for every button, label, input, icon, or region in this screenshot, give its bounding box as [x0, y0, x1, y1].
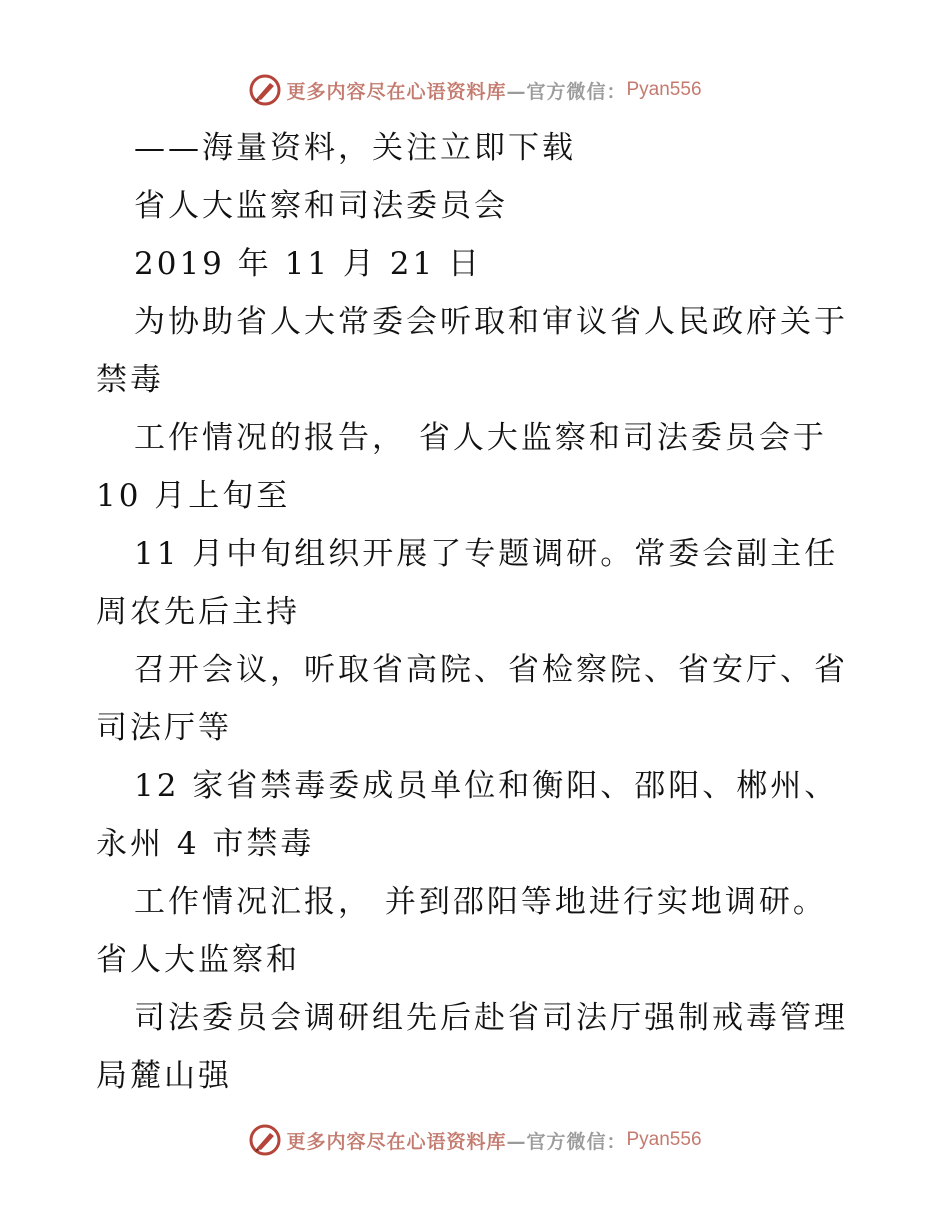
body-line: 11 月中旬组织开展了专题调研。常委会副主任 [134, 536, 839, 572]
body-line: 禁毒 [96, 362, 164, 398]
body-line: 司法厅等 [96, 710, 232, 746]
body-line: 省人大监察和司法委员会 [134, 188, 508, 224]
pen-nib-logo-icon [248, 73, 282, 107]
body-line: ——海量资料，关注立即下载 [134, 130, 576, 166]
body-line: 召开会议，听取省高院、省检察院、省安厅、省 [134, 652, 848, 688]
banner-text: 更多内容尽在心语资料库 [286, 1130, 507, 1153]
body-line: 12 家省禁毒委成员单位和衡阳、邵阳、郴州、 [134, 768, 839, 804]
banner-separator: —官方微信： [506, 1130, 627, 1153]
body-line-date: 2019 年 11 月 21 日 [134, 246, 483, 282]
body-line: 司法委员会调研组先后赴省司法厅强制戒毒管理 [134, 1000, 848, 1036]
body-line: 永州 4 市禁毒 [96, 826, 315, 862]
body-line: 为协助省人大常委会听取和审议省人民政府关于 [134, 304, 848, 340]
header-watermark-banner [0, 70, 950, 110]
body-line: 工作情况的报告， 省人大监察和司法委员会于 [134, 420, 827, 456]
pen-nib-logo-icon [248, 1123, 282, 1157]
banner-text: 更多内容尽在心语资料库 [286, 80, 507, 103]
body-line: 局麓山强 [96, 1058, 232, 1094]
body-line: 10 月上旬至 [96, 478, 291, 514]
body-line: 周农先后主持 [96, 594, 300, 630]
body-line: 省人大监察和 [96, 942, 300, 978]
banner-wechat-id: Pyan556 [626, 1129, 702, 1150]
body-line: 工作情况汇报， 并到邵阳等地进行实地调研。 [134, 884, 827, 920]
banner-wechat-id: Pyan556 [626, 79, 702, 100]
banner-separator: —官方微信： [506, 80, 627, 103]
footer-watermark-banner [0, 1120, 950, 1160]
